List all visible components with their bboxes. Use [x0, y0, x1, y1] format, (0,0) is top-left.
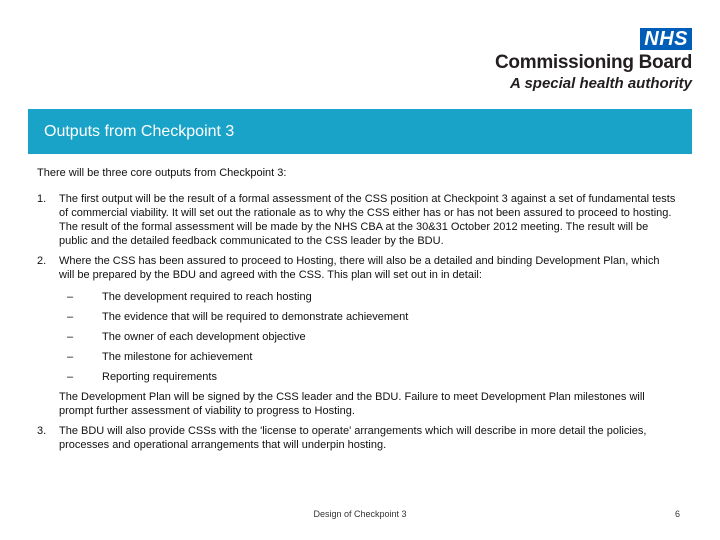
list-number: 1. [37, 193, 47, 205]
list-item-followup-text: The Development Plan will be signed by the CSS leader and the BDU. Failure to meet Development Plan milestones will prompt further assessment of viability to progress to Hosting. [59, 391, 645, 417]
nhs-commissioning-board-logo [492, 28, 692, 98]
list-number: 3. [37, 425, 47, 437]
dash-bullet: – [67, 331, 74, 343]
dash-bullet: – [67, 311, 74, 323]
list-item-2 [37, 254, 677, 418]
sub-item-text: Reporting requirements [102, 371, 217, 383]
sub-list-item [59, 370, 677, 384]
list-number: 2. [37, 255, 47, 267]
logo-tagline: A special health authority [510, 75, 692, 92]
sub-list [59, 290, 677, 384]
list-item-text: Where the CSS has been assured to proceed to Hosting, there will also be a detailed and binding Development Plan, which will be prepared by the BDU and agreed with the CSS. This plan will set out in in detail: [59, 255, 660, 281]
title-banner [28, 109, 692, 154]
list-item-text: The first output will be the result of a formal assessment of the CSS position at Checkpoint 3 against a set of fundamental tests of commercial viability. It will set out the rationale as to why the CSS either has or has not been assured to proceed to hosting. The result of the formal assessment will be made by the NHS CBA at the 30&31 October 2012 meeting. The result will be public and the detailed feedback communicated to the CSS leader by the BDU. [59, 193, 676, 247]
slide-body [37, 166, 677, 458]
dash-bullet: – [67, 371, 74, 383]
dash-bullet: – [67, 351, 74, 363]
nhs-badge: NHS [640, 28, 692, 50]
sub-list-item [59, 350, 677, 364]
sub-item-text: The milestone for achievement [102, 351, 253, 363]
footer-title: Design of Checkpoint 3 [313, 509, 407, 519]
dash-bullet: – [67, 291, 74, 303]
list-item-text: The BDU will also provide CSSs with the 'license to operate' arrangements which will describe in more detail the policies, processes and operational arrangements that will underpin hosting. [59, 425, 647, 451]
sub-list-item [59, 330, 677, 344]
list-item-3 [37, 424, 677, 452]
list-item-1 [37, 192, 677, 248]
logo-organisation-name: Commissioning Board [495, 52, 692, 73]
page-number: 6 [674, 509, 680, 519]
sub-item-text: The development required to reach hosting [102, 291, 312, 303]
sub-list-item [59, 310, 677, 324]
sub-item-text: The evidence that will be required to demonstrate achievement [102, 311, 409, 323]
slide-title: Outputs from Checkpoint 3 [44, 123, 235, 140]
sub-item-text: The owner of each development objective [102, 331, 306, 343]
sub-list-item [59, 290, 677, 304]
intro-text: There will be three core outputs from Checkpoint 3: [37, 167, 287, 179]
